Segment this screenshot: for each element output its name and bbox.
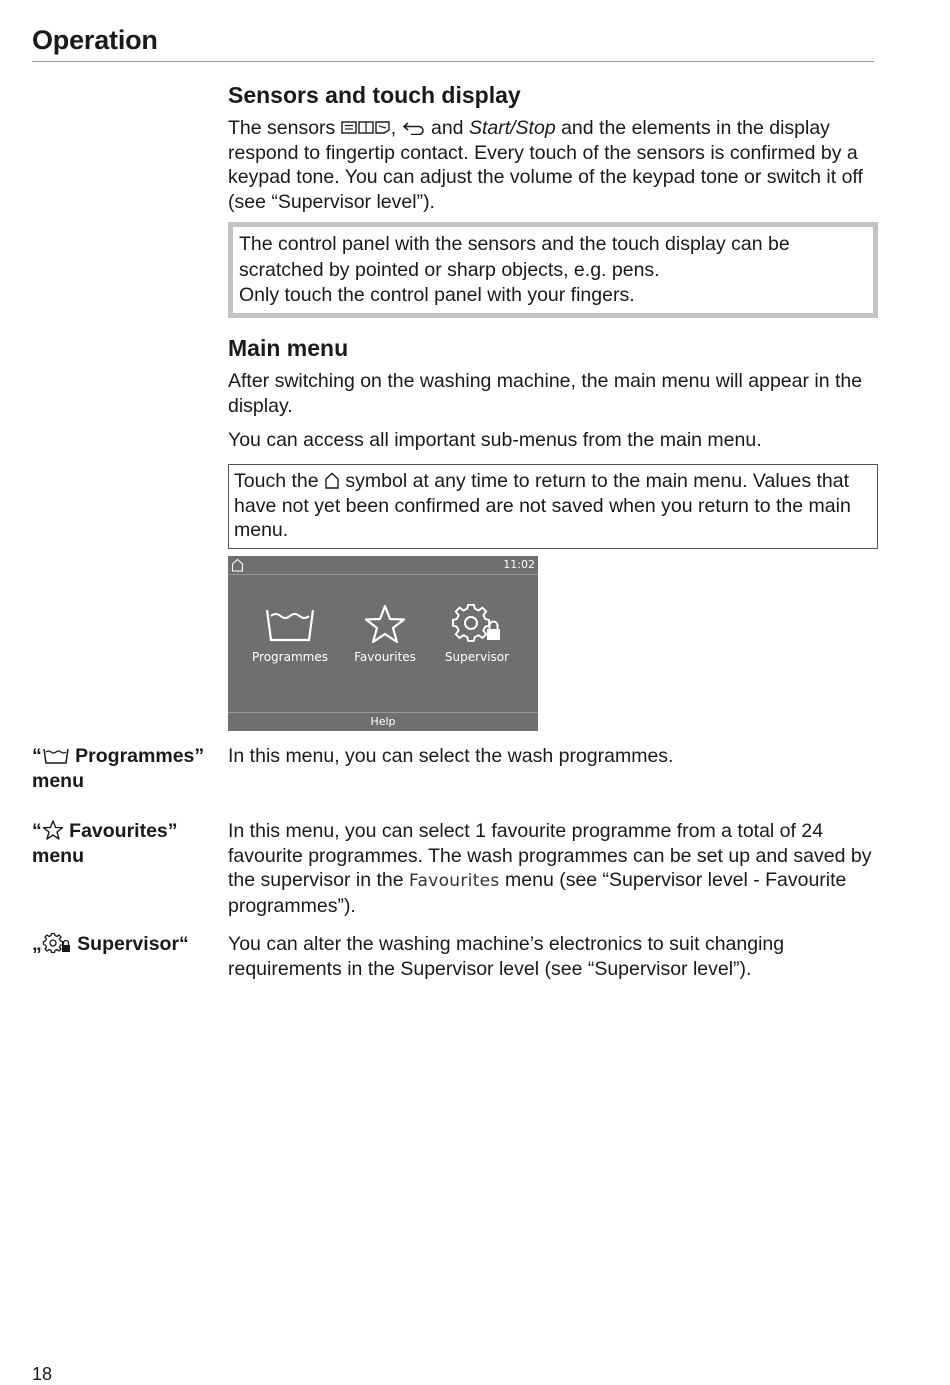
page-title: Operation: [32, 25, 158, 55]
main-menu-paragraph-1: [228, 369, 878, 418]
language-sensor-icon: [341, 119, 391, 135]
display-help-button[interactable]: Help: [228, 712, 538, 732]
sensors-text-prefix: The sensors: [228, 117, 336, 139]
term-programmes: [32, 744, 217, 793]
tile-programmes[interactable]: [240, 604, 340, 664]
section-title-main-menu: Main menu: [228, 335, 349, 361]
header-divider: [32, 61, 874, 62]
term-supervisor-label: Supervisor“: [71, 933, 189, 955]
tile-label-favourites: Favourites: [354, 650, 416, 664]
term-favourites: [32, 819, 217, 868]
term-programmes-label: Programmes” menu: [32, 745, 205, 792]
tile-supervisor[interactable]: [427, 604, 527, 664]
term-supervisor: [32, 932, 217, 957]
gear-lock-icon: [447, 604, 507, 644]
star-icon: [363, 604, 407, 644]
term-open-quote: „: [32, 933, 42, 955]
term-favourites-label: Favourites” menu: [32, 820, 178, 867]
sensors-and: and: [425, 117, 469, 139]
definition-favourites-prefix: In this menu, you can select 1 favourite programme from a total of 24 favourite programmes. The wash programmes can be set up and saved by the supervisor in the: [228, 820, 872, 891]
warning-text: The control panel with the sensors and the touch display can be scratched by pointed or sharp objects, e.g. pens.: [239, 233, 790, 281]
page-number: 18: [32, 1364, 53, 1384]
wash-tub-icon: [262, 604, 318, 644]
tile-label-programmes: Programmes: [252, 650, 328, 664]
main-menu-paragraph-2: [228, 428, 878, 453]
warning-instruction: Only touch the control panel with your fingers.: [239, 284, 635, 306]
tile-label-supervisor: Supervisor: [444, 650, 510, 664]
warning-box: [228, 222, 878, 318]
main-menu-text-1: After switching on the washing machine, the main menu will appear in the display.: [228, 370, 863, 417]
start-stop-term: Start/Stop: [468, 117, 556, 139]
definition-programmes: In this menu, you can select the wash programmes.: [228, 745, 674, 767]
definition-favourites-suffix: menu (see “Supervisor level - Favourite programmes”).: [228, 869, 847, 917]
display-status-bar: [228, 556, 538, 575]
wash-tub-icon: [42, 747, 70, 765]
term-open-quote: “: [32, 820, 42, 842]
display-screenshot: [228, 556, 538, 731]
page-header: [32, 22, 874, 58]
back-arrow-icon: [402, 121, 426, 135]
note-box: [228, 464, 878, 549]
term-open-quote: “: [32, 745, 42, 767]
sensors-comma: ,: [390, 117, 397, 139]
display-home-icon[interactable]: [231, 558, 244, 572]
home-icon: [324, 472, 340, 489]
definition-supervisor: You can alter the washing machine’s electronics to suit changing requirements in the Supervisor level (see “Supervisor level”).: [228, 933, 785, 980]
definition-favourites: [228, 819, 878, 918]
sensors-paragraph: [228, 116, 878, 214]
note-text-rest: symbol at any time to return to the main menu. Values that have not yet been confirmed are not saved when you return to the main menu.: [234, 470, 851, 541]
gear-lock-icon: [42, 933, 72, 953]
sensors-text-rest: and the elements in the display respond to fingertip contact. Every touch of the sensors is confirmed by a keypad tone. You can adjust the volume of the keypad tone or switch it off (see “Supervisor level”).: [228, 117, 863, 213]
main-menu-text-2: You can access all important sub-menus from the main menu.: [228, 429, 762, 451]
favourites-display-word: Favourites: [409, 871, 500, 891]
star-icon: [42, 820, 64, 840]
tile-favourites[interactable]: [335, 604, 435, 664]
note-text-prefix: Touch the: [234, 470, 319, 492]
display-clock: 11:02: [503, 558, 535, 571]
section-title-sensors: Sensors and touch display: [228, 82, 521, 108]
